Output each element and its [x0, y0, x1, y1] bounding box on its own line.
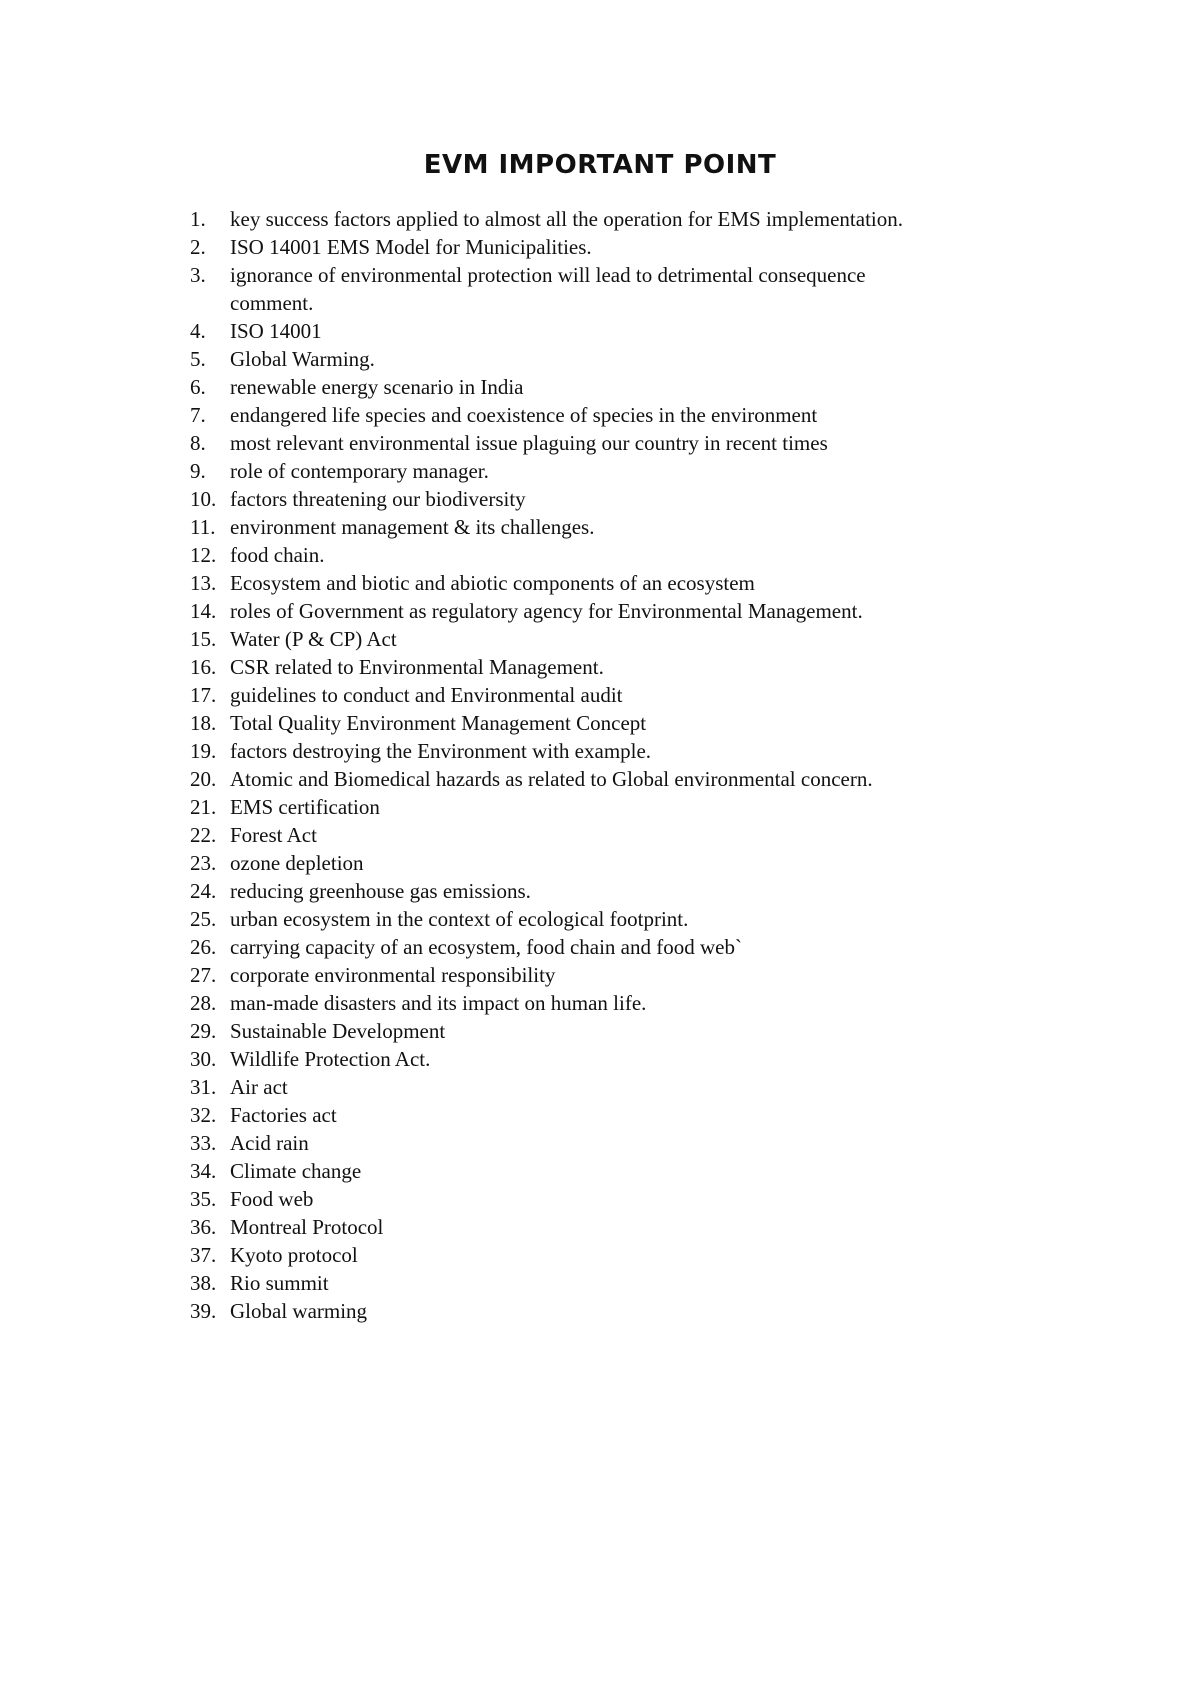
- list-item-text: factors threatening our biodiversity: [230, 487, 526, 511]
- list-item-number: 30.: [190, 1047, 217, 1071]
- list-item: [190, 1297, 950, 1325]
- list-item-number: 12.: [190, 543, 217, 567]
- list-item-text: guidelines to conduct and Environmental audit: [230, 683, 623, 707]
- list-item-text: Factories act: [230, 1103, 337, 1127]
- list-item: [190, 821, 950, 849]
- list-item: [190, 401, 950, 429]
- list-item-text: Air act: [230, 1075, 288, 1099]
- list-item-text: environment management & its challenges.: [230, 515, 595, 539]
- list-item-text: Food web: [230, 1187, 314, 1211]
- list-item: [190, 485, 950, 513]
- list-item-number: 7.: [190, 403, 206, 427]
- list-item: [190, 989, 950, 1017]
- list-item-text: Acid rain: [230, 1131, 309, 1155]
- list-item-text: carrying capacity of an ecosystem, food chain and food web`: [230, 935, 742, 959]
- list-item: [190, 905, 950, 933]
- list-item-number: 38.: [190, 1271, 217, 1295]
- list-item-text: role of contemporary manager.: [230, 459, 489, 483]
- list-item-text: EMS certification: [230, 795, 380, 819]
- list-item: [190, 205, 950, 233]
- list-item: [190, 373, 950, 401]
- list-item-text: Forest Act: [230, 823, 317, 847]
- list-item-text: reducing greenhouse gas emissions.: [230, 879, 531, 903]
- list-item-text: Global Warming.: [230, 347, 375, 371]
- list-item: [190, 877, 950, 905]
- list-item-number: 2.: [190, 235, 206, 259]
- list-item-text: ISO 14001 EMS Model for Municipalities.: [230, 235, 592, 259]
- list-item-number: 36.: [190, 1215, 217, 1239]
- list-item-text: most relevant environmental issue plaguing our country in recent times: [230, 431, 828, 455]
- list-item-text: Rio summit: [230, 1271, 329, 1295]
- list-item-text: Total Quality Environment Management Concept: [230, 711, 647, 735]
- list-item-number: 23.: [190, 851, 217, 875]
- list-item-text: man-made disasters and its impact on human life.: [230, 991, 647, 1015]
- list-item: [190, 961, 950, 989]
- list-item-number: 35.: [190, 1187, 217, 1211]
- list-item: [190, 1213, 950, 1241]
- list-item-number: 9.: [190, 459, 206, 483]
- list-item: [190, 1185, 950, 1213]
- list-item: [190, 737, 950, 765]
- list-item-text: ISO 14001: [230, 319, 322, 343]
- list-item: [190, 1073, 950, 1101]
- list-item: [190, 345, 950, 373]
- list-item: [190, 849, 950, 877]
- list-item-text: Atomic and Biomedical hazards as related to Global environmental concern.: [230, 767, 873, 791]
- list-item-number: 11.: [190, 515, 216, 539]
- list-item: [190, 513, 950, 541]
- list-item-number: 14.: [190, 599, 217, 623]
- list-item: [190, 597, 950, 625]
- list-item-text: food chain.: [230, 543, 325, 567]
- list-item: [190, 625, 950, 653]
- list-item: [190, 541, 950, 569]
- list-item-text: key success factors applied to almost all the operation for EMS implementation.: [230, 207, 903, 231]
- list-item-number: 15.: [190, 627, 217, 651]
- list-item-number: 31.: [190, 1075, 217, 1099]
- list-item-number: 4.: [190, 319, 206, 343]
- list-item-text: Wildlife Protection Act.: [230, 1047, 431, 1071]
- list-item-number: 5.: [190, 347, 206, 371]
- list-item-number: 39.: [190, 1299, 217, 1323]
- list-item-number: 1.: [190, 207, 206, 231]
- list-item-text: Global warming: [230, 1299, 368, 1323]
- list-item-text: corporate environmental responsibility: [230, 963, 556, 987]
- list-item-text: endangered life species and coexistence of species in the environment: [230, 403, 818, 427]
- list-item: [190, 1045, 950, 1073]
- list-item-number: 32.: [190, 1103, 217, 1127]
- list-item: [190, 1241, 950, 1269]
- list-item-number: 34.: [190, 1159, 217, 1183]
- list-item-number: 21.: [190, 795, 217, 819]
- list-item-number: 17.: [190, 683, 217, 707]
- document-title: EVM IMPORTANT POINT: [423, 150, 777, 180]
- list-item-text: Water (P & CP) Act: [230, 627, 397, 651]
- list-item: [190, 1157, 950, 1185]
- list-item-number: 33.: [190, 1131, 217, 1155]
- list-item-text: Kyoto protocol: [230, 1243, 358, 1267]
- list-item-number: 6.: [190, 375, 206, 399]
- list-item-text: Climate change: [230, 1159, 362, 1183]
- list-item: [190, 569, 950, 597]
- list-item-number: 3.: [190, 263, 206, 287]
- list-item-text: factors destroying the Environment with example.: [230, 739, 652, 763]
- list-item: [190, 709, 950, 737]
- list-item: [190, 765, 950, 793]
- list-item-number: 18.: [190, 711, 217, 735]
- list-item-number: 19.: [190, 739, 217, 763]
- list-item: [190, 653, 950, 681]
- list-item-text: ignorance of environmental protection will lead to detrimental consequence comment.: [230, 263, 866, 315]
- list-item: [190, 1129, 950, 1157]
- list-item: [190, 793, 950, 821]
- list-item-text: ozone depletion: [230, 851, 364, 875]
- list-item-text: roles of Government as regulatory agency for Environmental Management.: [230, 599, 863, 623]
- list-item-number: 10.: [190, 487, 217, 511]
- list-item-text: CSR related to Environmental Management.: [230, 655, 604, 679]
- list-item-text: Montreal Protocol: [230, 1215, 384, 1239]
- list-item-number: 20.: [190, 767, 217, 791]
- list-item: [190, 1101, 950, 1129]
- list-item: [190, 317, 950, 345]
- list-item: [190, 429, 950, 457]
- list-item-text: renewable energy scenario in India: [230, 375, 524, 399]
- list-item-text: urban ecosystem in the context of ecological footprint.: [230, 907, 689, 931]
- list-item: [190, 457, 950, 485]
- list-item-number: 25.: [190, 907, 217, 931]
- list-item-number: 37.: [190, 1243, 217, 1267]
- list-item: [190, 261, 950, 317]
- list-item-text: Ecosystem and biotic and abiotic components of an ecosystem: [230, 571, 755, 595]
- list-item-number: 24.: [190, 879, 217, 903]
- list-item-number: 29.: [190, 1019, 217, 1043]
- list-item: [190, 681, 950, 709]
- list-item-text: Sustainable Development: [230, 1019, 446, 1043]
- list-item-number: 27.: [190, 963, 217, 987]
- important-points-list: [190, 205, 950, 1325]
- list-item: [190, 933, 950, 961]
- list-item-number: 13.: [190, 571, 217, 595]
- list-item: [190, 1017, 950, 1045]
- list-item-number: 28.: [190, 991, 217, 1015]
- list-item-number: 22.: [190, 823, 217, 847]
- list-item-number: 26.: [190, 935, 217, 959]
- list-item-number: 16.: [190, 655, 217, 679]
- list-item: [190, 1269, 950, 1297]
- list-item: [190, 233, 950, 261]
- list-item-number: 8.: [190, 431, 206, 455]
